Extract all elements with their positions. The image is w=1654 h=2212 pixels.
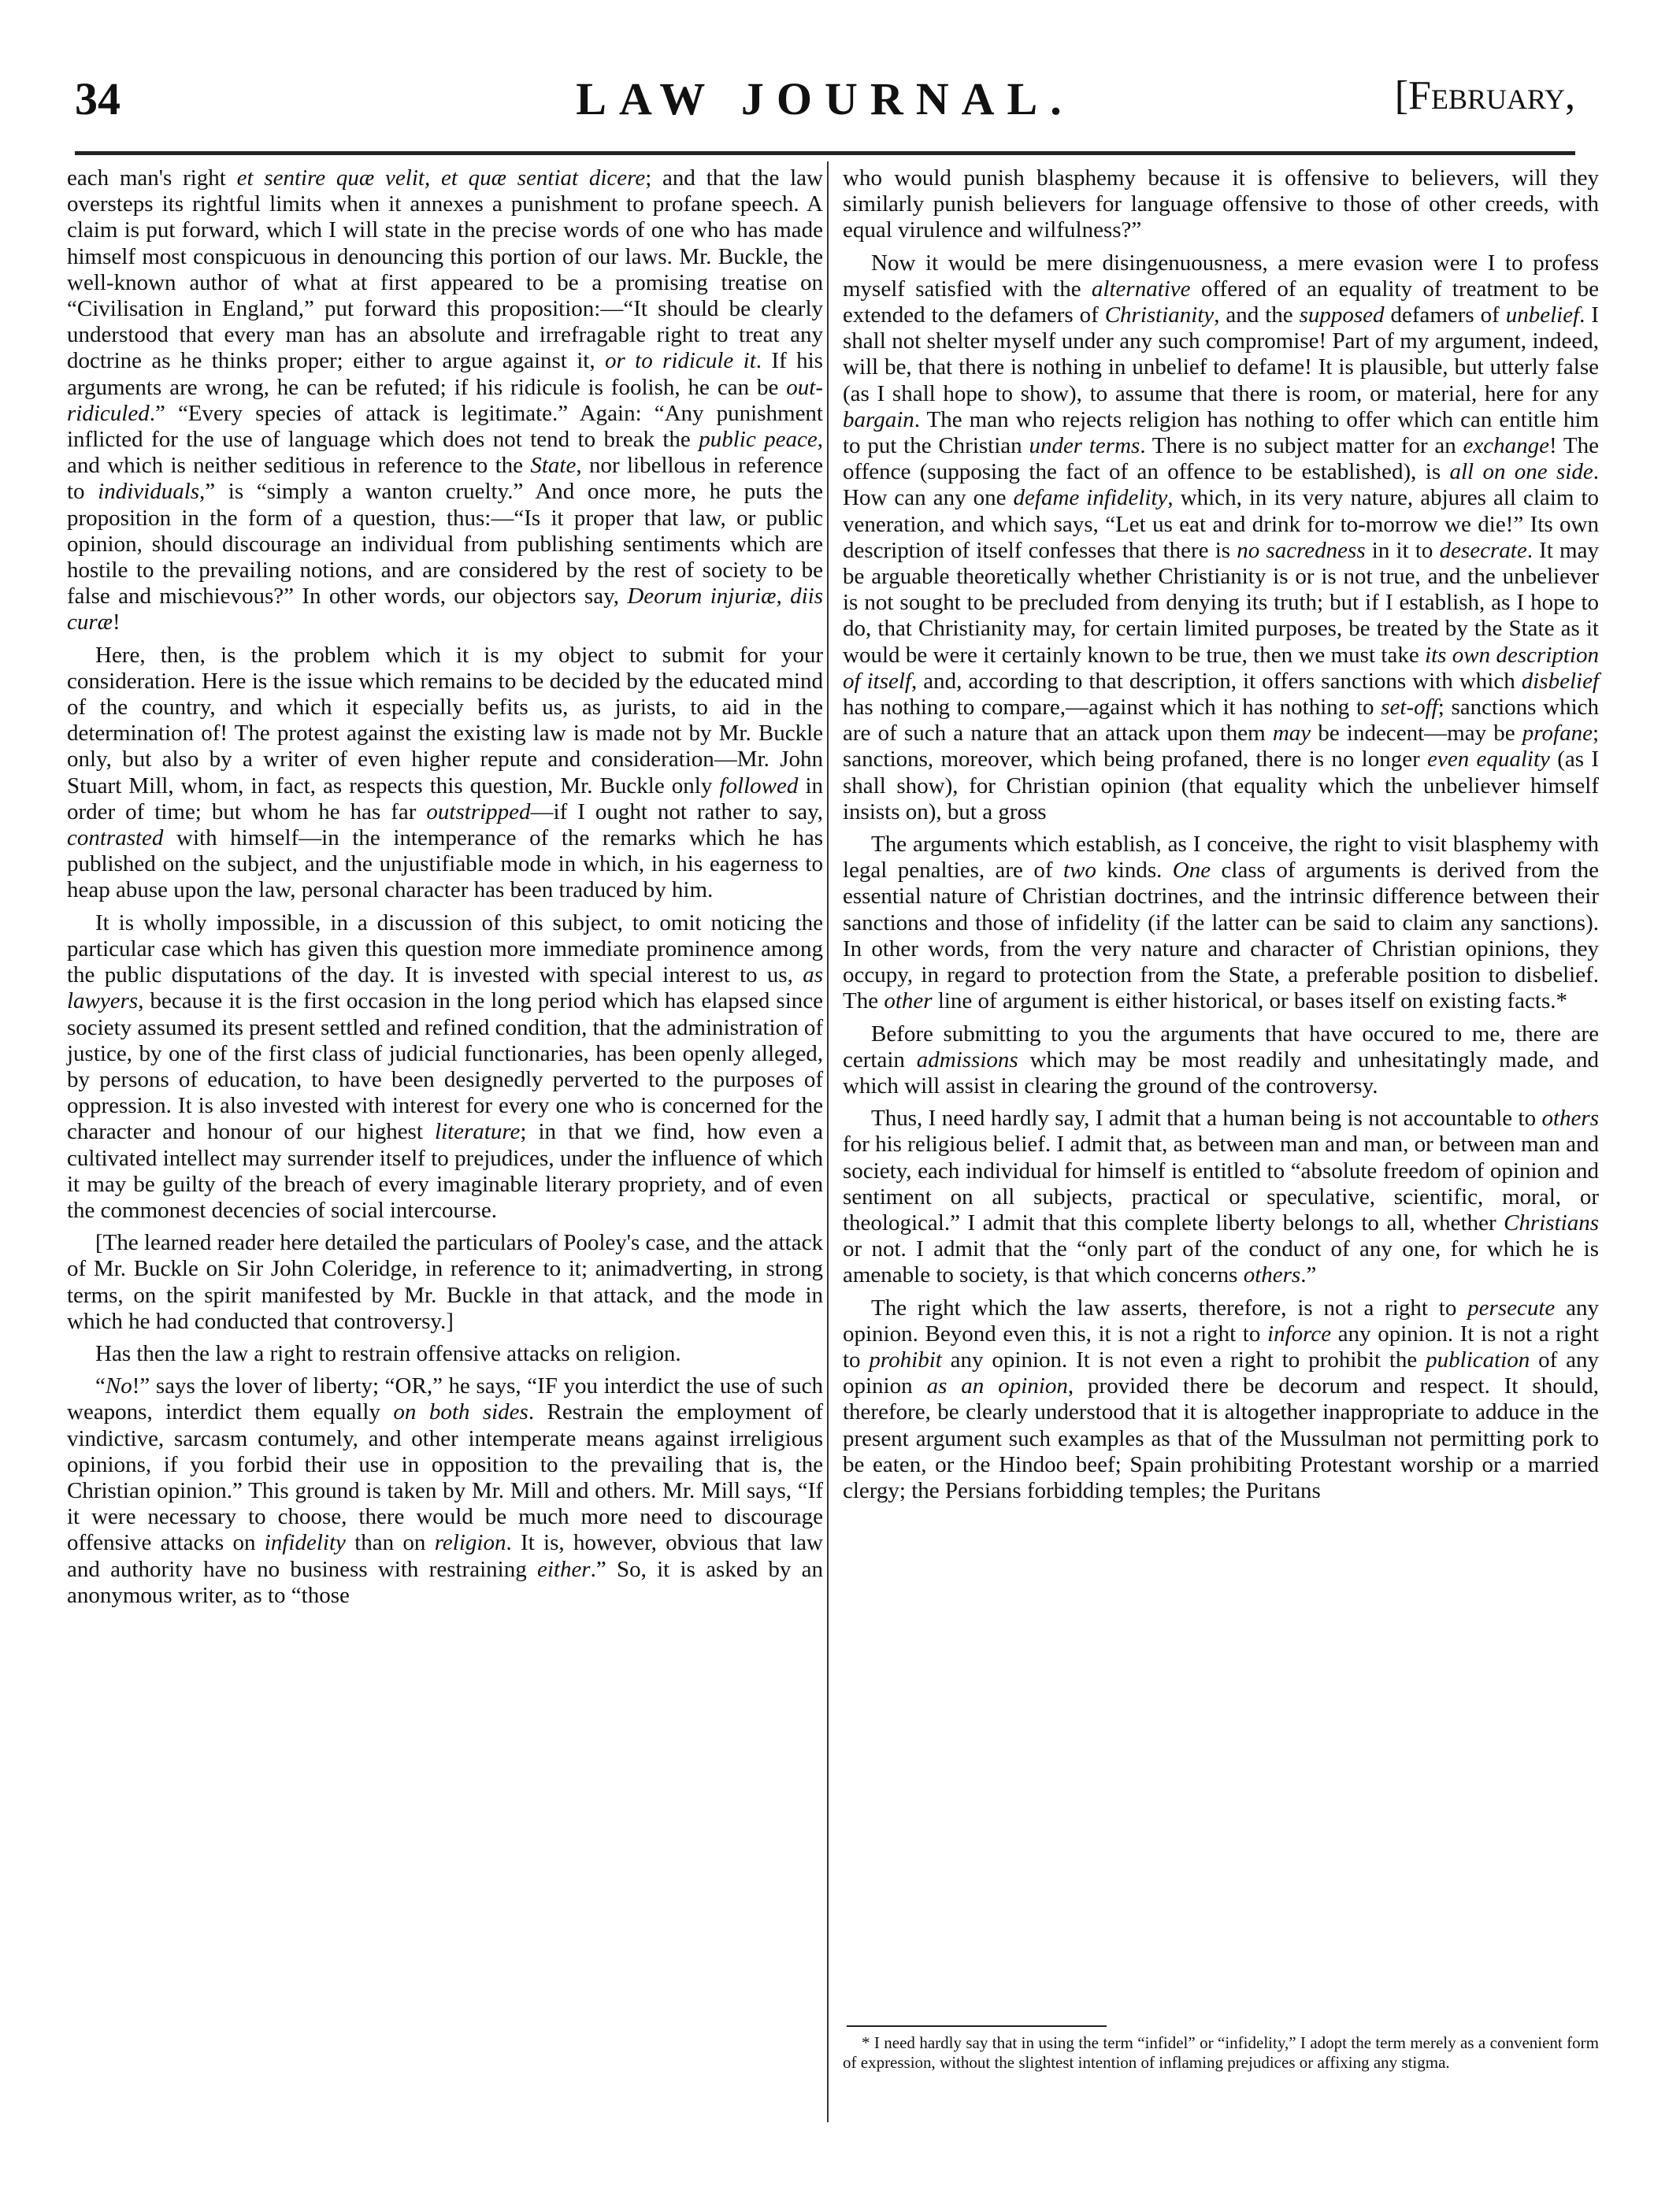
footnote xyxy=(843,2033,1599,2073)
footnote-text: * I need hardly say that in using the term “infidel” or “infidelity,” I adopt the term merely as a convenient form of expression, without the slightest intention of inflaming prejudices or affixing any stigma. xyxy=(843,2033,1599,2072)
footnote-rule xyxy=(847,2025,1107,2027)
paragraph: Now it would be mere disingenuousness, a mere evasion were I to profess myself satisfied with the alternative offered of an equality of treatment to be extended to the defamers of Christianity, and the supposed defamers of unbelief. I shall not shelter myself under any such compromise! Part of my argument, indeed, will be, that there is nothing in unbelief to defame! It is plausible, but utterly false (as I shall hope to show), to assume that there is room, or material, here for any bargain. The man who rejects religion has nothing to offer which can entitle him to put the Christian under terms. There is no subject matter for an exchange! The offence (supposing the fact of an offence to be established), is all on one side. How can any one defame infidelity, which, in its very nature, abjures all claim to veneration, and which says, “Let us eat and drink for to-morrow we die!” Its own description of itself confesses that there is no sacredness in it to desecrate. It may be arguable theoretically whether Christianity is or is not true, and the unbeliever is not sought to be precluded from denying its truth; but if I establish, as I hope to do, that Christianity may, for certain limited purposes, be treated by the State as it would be were it certainly known to be true, then we must take its own description of itself, and, according to that description, it offers sanctions with which disbelief has nothing to compare,—against which it has nothing to set-off; sanctions which are of such a nature that an attack upon them may be indecent—may be profane; sanctions, moreover, which being profaned, there is no longer even equality (as I shall show), for Christian opinion (that equality which the unbeliever himself insists on), but a gross xyxy=(843,250,1600,824)
header-rule xyxy=(75,151,1575,155)
left-column xyxy=(67,165,823,1615)
paragraph: Has then the law a right to restrain offensive attacks on religion. xyxy=(95,1340,681,1366)
page-header xyxy=(75,55,1575,142)
right-column xyxy=(843,165,1599,1510)
journal-title: LAW JOURNAL. xyxy=(576,73,1074,124)
paragraph: The right which the law asserts, therefore, is not a right to persecute any opinion. Beyond even this, it is not a right to inforce any opinion. It is not a right to prohibit any opinion. It is not even a right to prohibit the publication of any opinion as an opinion, provided there be decorum and respect. It should, therefore, be clearly understood that it is altogether inappropriate to adduce in the present argument such examples as that of the Mussulman not permitting pork to be eaten, or the Hindoo beef; Spain prohibiting Protestant worship or a married clergy; the Persians forbidding temples; the Puritans xyxy=(843,1295,1600,1503)
paragraph: who would punish blasphemy because it is offensive to believers, will they similarly punish believers for language offensive to those of other creeds, with equal virulence and wilfulness?” xyxy=(843,165,1599,243)
paragraph: Before submitting to you the arguments that have occured to me, there are certain admissions which may be most readily and unhesitatingly made, and which will assist in clearing the ground of the controversy. xyxy=(843,1021,1599,1099)
paragraph: It is wholly impossible, in a discussion of this subject, to omit noticing the particular case which has given this question more immediate prominence among the public disputations of the day. It is invested with special interest to us, as lawyers, because it is the first occasion in the long period which has elapsed since society assumed its present settled and refined condition, that the administration of justice, by one of the first class of judicial functionaries, has been openly alleged, by persons of education, to have been designedly perverted to the purposes of oppression. It is also invested with interest for every one who is concerned for the character and honour of our highest literature; in that we find, how even a cultivated intellect may surrender itself to prejudices, under the influence of which it may be guilty of the breach of every imaginable literary propriety, and of even the commonest decencies of social intercourse. xyxy=(67,910,823,1223)
paragraph: Here, then, is the problem which it is my object to submit for your consideration. Here is the issue which remains to be decided by the educated mind of the country, and which it especially befits us, as jurists, to aid in the determination of! The protest against the existing law is made not by Mr. Buckle only, but also by a writer of even higher repute and consideration—Mr. John Stuart Mill, whom, in fact, as respects this question, Mr. Buckle only followed in order of time; but whom he has far outstripped—if I ought not rather to say, contrasted with himself—in the intemperance of the remarks which he has published on the subject, and the unjustifiable mode in which, in his eagerness to heap abuse upon the law, personal character has been traduced by him. xyxy=(67,642,824,903)
column-divider xyxy=(827,161,829,2122)
page-number: 34 xyxy=(75,73,121,124)
running-head: [February, xyxy=(1394,73,1575,118)
paragraph: “No!” says the lover of liberty; “OR,” he says, “IF you interdict the use of such weapons, interdict them equally on both sides. Restrain the employment of vindictive, sarcasm contumely, and other intemperate means against irreligious opinions, if you forbid their use in opposition to the prevailing that is, the Christian opinion.” This ground is taken by Mr. Mill and others. Mr. Mill says, “If it were necessary to choose, there would be much more need to discourage offensive attacks on infidelity than on religion. It is, however, obvious that law and authority have no business with restraining either.” So, it is asked by an anonymous writer, as to “those xyxy=(67,1373,824,1608)
paragraph: The arguments which establish, as I conceive, the right to visit blasphemy with legal penalties, are of two kinds. One class of arguments is derived from the essential nature of Christian doctrines, and the intrinsic difference between their sanctions and those of infidelity (if the latter can be said to claim any sanctions). In other words, from the very nature and character of Christian opinions, they occupy, in regard to protection from the State, a preferable position to disbelief. The other line of argument is either historical, or bases itself on existing facts.* xyxy=(843,832,1600,1014)
paragraph: Thus, I need hardly say, I admit that a human being is not accountable to others for his religious belief. I admit that, as between man and man, or between man and society, each individual for himself is entitled to “absolute freedom of opinion and sentiment on all subjects, practical or speculative, scientific, moral, or theological.” I admit that this complete liberty belongs to all, whether Christians or not. I admit that the “only part of the conduct of any one, for which he is amenable to society, is that which concerns others.” xyxy=(843,1106,1599,1288)
paragraph: [The learned reader here detailed the particulars of Pooley's case, and the attack of Mr. Buckle on Sir John Coleridge, in reference to it; animadverting, in strong terms, on the spirit manifested by Mr. Buckle in that attack, and the mode in which he had conducted that controversy.] xyxy=(67,1230,823,1334)
paragraph: each man's right et sentire quæ velit, et quæ sentiat dicere; and that the law oversteps its rightful limits when it annexes a punishment to profane speech. A claim is put forward, which I will state in the precise words of one who has made himself most conspicuous in denouncing this portion of our laws. Mr. Buckle, the well-known author of what at first appeared to be a promising treatise on “Civilisation in England,” put forward this proposition:—“It should be clearly understood that every man has an absolute and irrefragable right to treat any doctrine as he thinks proper; either to argue against it, or to ridicule it. If his arguments are wrong, he can be refuted; if his ridicule is foolish, he can be out-ridiculed.” “Every species of attack is legitimate.” Again: “Any punishment inflicted for the use of language which does not tend to break the public peace, and which is neither seditious in reference to the State, nor libellous in reference to individuals,” is “simply a wanton cruelty.” And once more, he puts the proposition in the form of a question, thus:—“Is it proper that law, or public opinion, should discourage an individual from publishing sentiments which are hostile to the prevailing notions, and are considered by the rest of society to be false and mischievous?” In other words, our objectors say, Deorum injuriæ, diis curæ! xyxy=(67,165,823,635)
